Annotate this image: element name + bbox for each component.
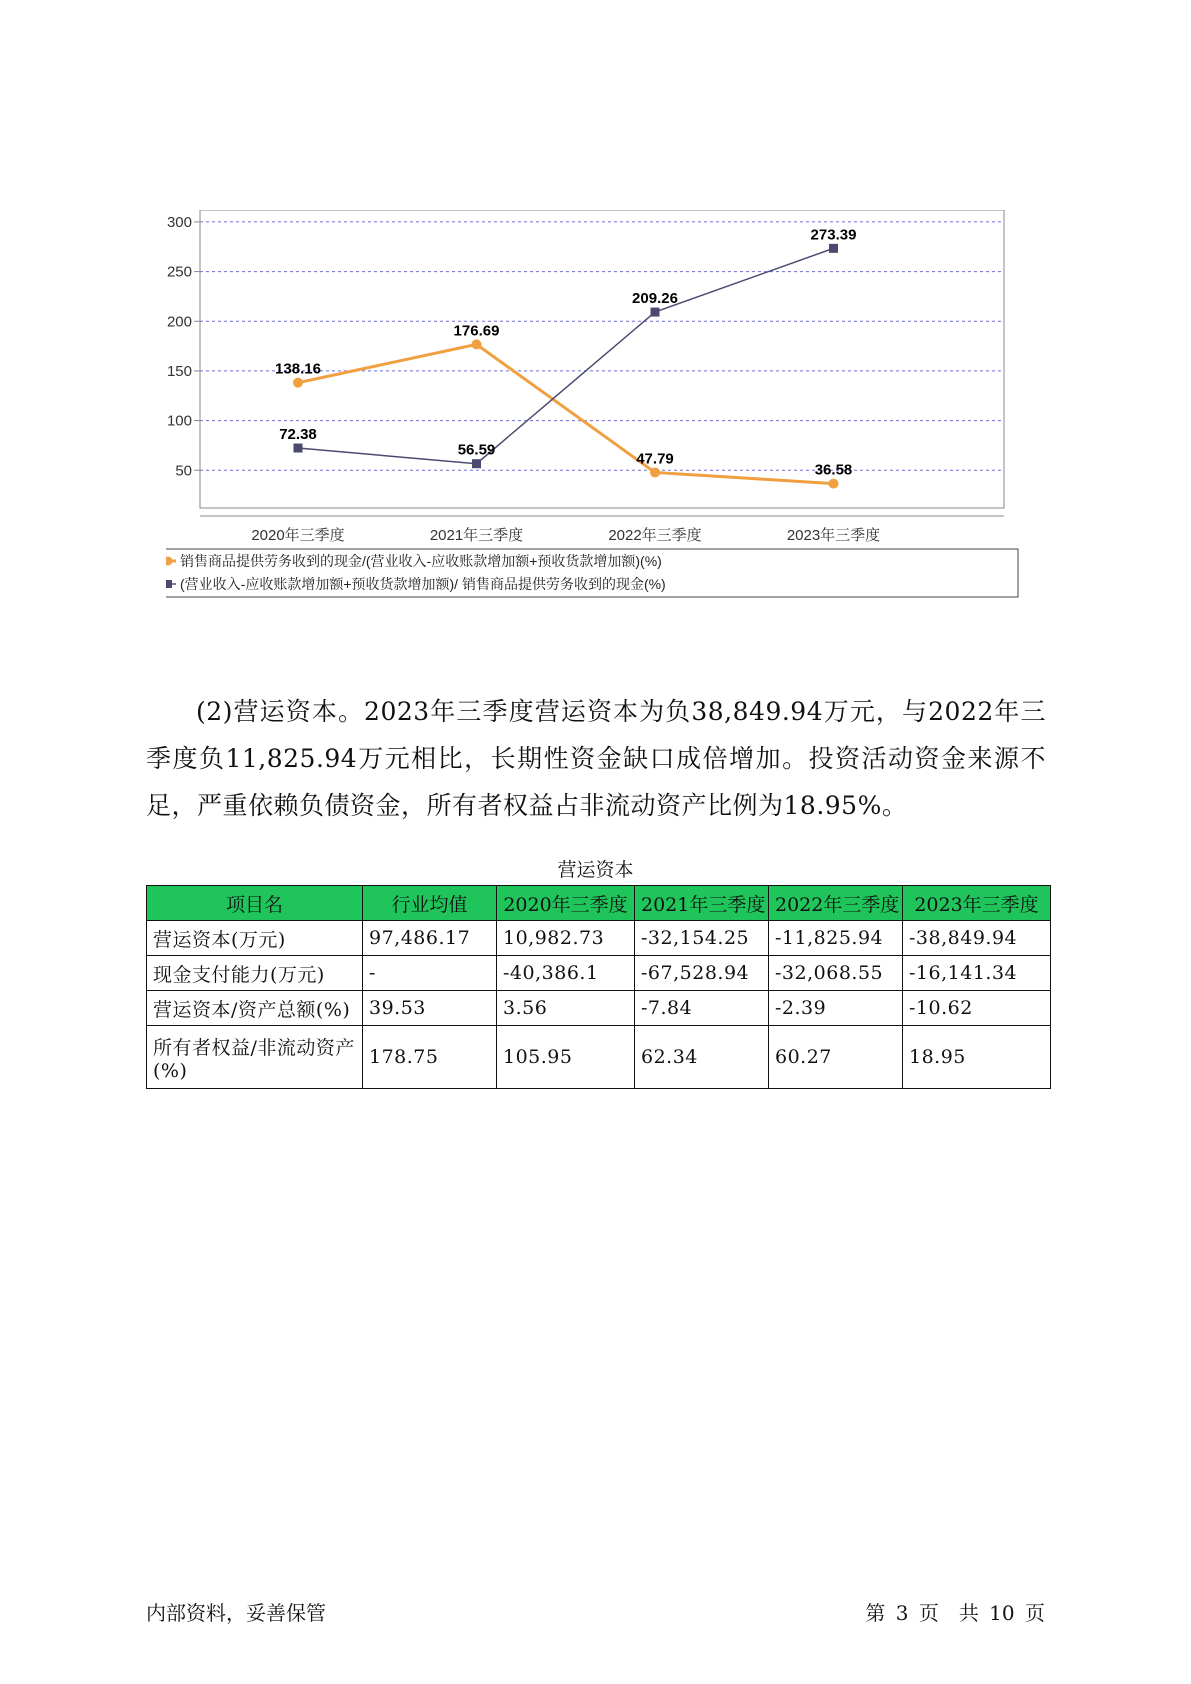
data-point [294, 444, 303, 453]
data-label: 47.79 [636, 450, 674, 468]
y-tick-label: 250 [166, 263, 192, 281]
y-tick-label: 50 [175, 462, 192, 480]
legend-marker-2 [166, 580, 172, 588]
legend [166, 549, 1018, 597]
table-cell: 营运资本(万元) [147, 921, 363, 956]
table-cell: 10,982.73 [497, 921, 635, 956]
data-label: 209.26 [632, 290, 678, 308]
table-cell: -7.84 [635, 991, 769, 1026]
x-tick-label: 2023年三季度 [786, 527, 881, 544]
line-chart [166, 210, 1046, 610]
table-cell: 178.75 [363, 1026, 497, 1089]
table-cell: 营运资本/资产总额(%) [147, 991, 363, 1026]
header-cell: 2020年三季度 [497, 886, 635, 921]
table-cell: 62.34 [635, 1026, 769, 1089]
legend-entry-2: (营业收入-应收账款增加额+预收货款增加额)/ 销售商品提供劳务收到的现金(%) [180, 576, 666, 592]
data-point [472, 459, 481, 468]
table-row [147, 956, 1051, 991]
y-tick-label: 200 [166, 313, 192, 331]
table-title: 营运资本 [557, 859, 634, 881]
y-axis [167, 214, 200, 479]
plot-area [200, 210, 1004, 508]
x-axis [200, 516, 1004, 544]
data-label: 273.39 [810, 226, 857, 244]
data-label: 56.59 [457, 441, 496, 459]
working-capital-paragraph [146, 688, 1046, 829]
x-tick-label: 2020年三季度 [251, 527, 345, 544]
data-point [472, 339, 482, 349]
header-cell: 2022年三季度 [769, 886, 903, 921]
table-row [147, 991, 1051, 1026]
paragraph-text: (2)营运资本。2023年三季度营运资本为负38,849.94万元，与2022年三季度负11,825.94万元相比，长期性资金缺口成倍增加。投资活动资金来源不足，严重依赖负债资金，所有者权益占非流动资产比例为18.95%。 [146, 697, 1046, 820]
data-point [650, 467, 660, 477]
x-tick-label: 2022年三季度 [608, 527, 702, 544]
table-row [147, 1026, 1051, 1089]
y-tick-label: 100 [166, 412, 192, 430]
y-tick-label: 300 [166, 213, 192, 231]
header-cell: 项目名 [147, 886, 363, 921]
data-point [829, 244, 838, 253]
data-label: 36.58 [814, 461, 853, 479]
table-header-row [147, 886, 1051, 921]
header-cell: 2021年三季度 [635, 886, 769, 921]
table-cell: -32,154.25 [635, 921, 769, 956]
header-cell: 2023年三季度 [903, 886, 1051, 921]
header-cell: 行业均值 [363, 886, 497, 921]
table-cell: 105.95 [497, 1026, 635, 1089]
data-label: 176.69 [453, 322, 500, 340]
table-cell: 97,486.17 [363, 921, 497, 956]
footer-page-number: 第 3 页 共 10 页 [865, 1601, 1045, 1625]
table-cell: -32,068.55 [769, 956, 903, 991]
data-point [651, 308, 660, 317]
table-cell: -16,141.34 [903, 956, 1051, 991]
table-cell: 所有者权益/非流动资产(%) [147, 1026, 363, 1089]
data-point [293, 378, 303, 388]
table-cell: -67,528.94 [635, 956, 769, 991]
x-tick-label: 2021年三季度 [429, 527, 524, 544]
table-cell: -2.39 [769, 991, 903, 1026]
table-cell: 60.27 [769, 1026, 903, 1089]
data-label: 138.16 [275, 360, 321, 378]
table-cell: 18.95 [903, 1026, 1051, 1089]
legend-entry-1: 销售商品提供劳务收到的现金/(营业收入-应收账款增加额+预收货款增加额)(%) [180, 553, 662, 569]
footer-confidential: 内部资料，妥善保管 [146, 1601, 326, 1625]
table-cell: -40,386.1 [497, 956, 635, 991]
y-tick-label: 150 [166, 362, 192, 380]
working-capital-table [146, 885, 1051, 1089]
table-cell: -11,825.94 [769, 921, 903, 956]
table-cell: - [363, 956, 497, 991]
table-cell: 39.53 [363, 991, 497, 1026]
table-cell: -10.62 [903, 991, 1051, 1026]
table-row [147, 921, 1051, 956]
data-label: 72.38 [279, 426, 317, 444]
table-cell: 3.56 [497, 991, 635, 1026]
table-cell: -38,849.94 [903, 921, 1051, 956]
data-point [829, 479, 839, 489]
table-cell: 现金支付能力(万元) [147, 956, 363, 991]
